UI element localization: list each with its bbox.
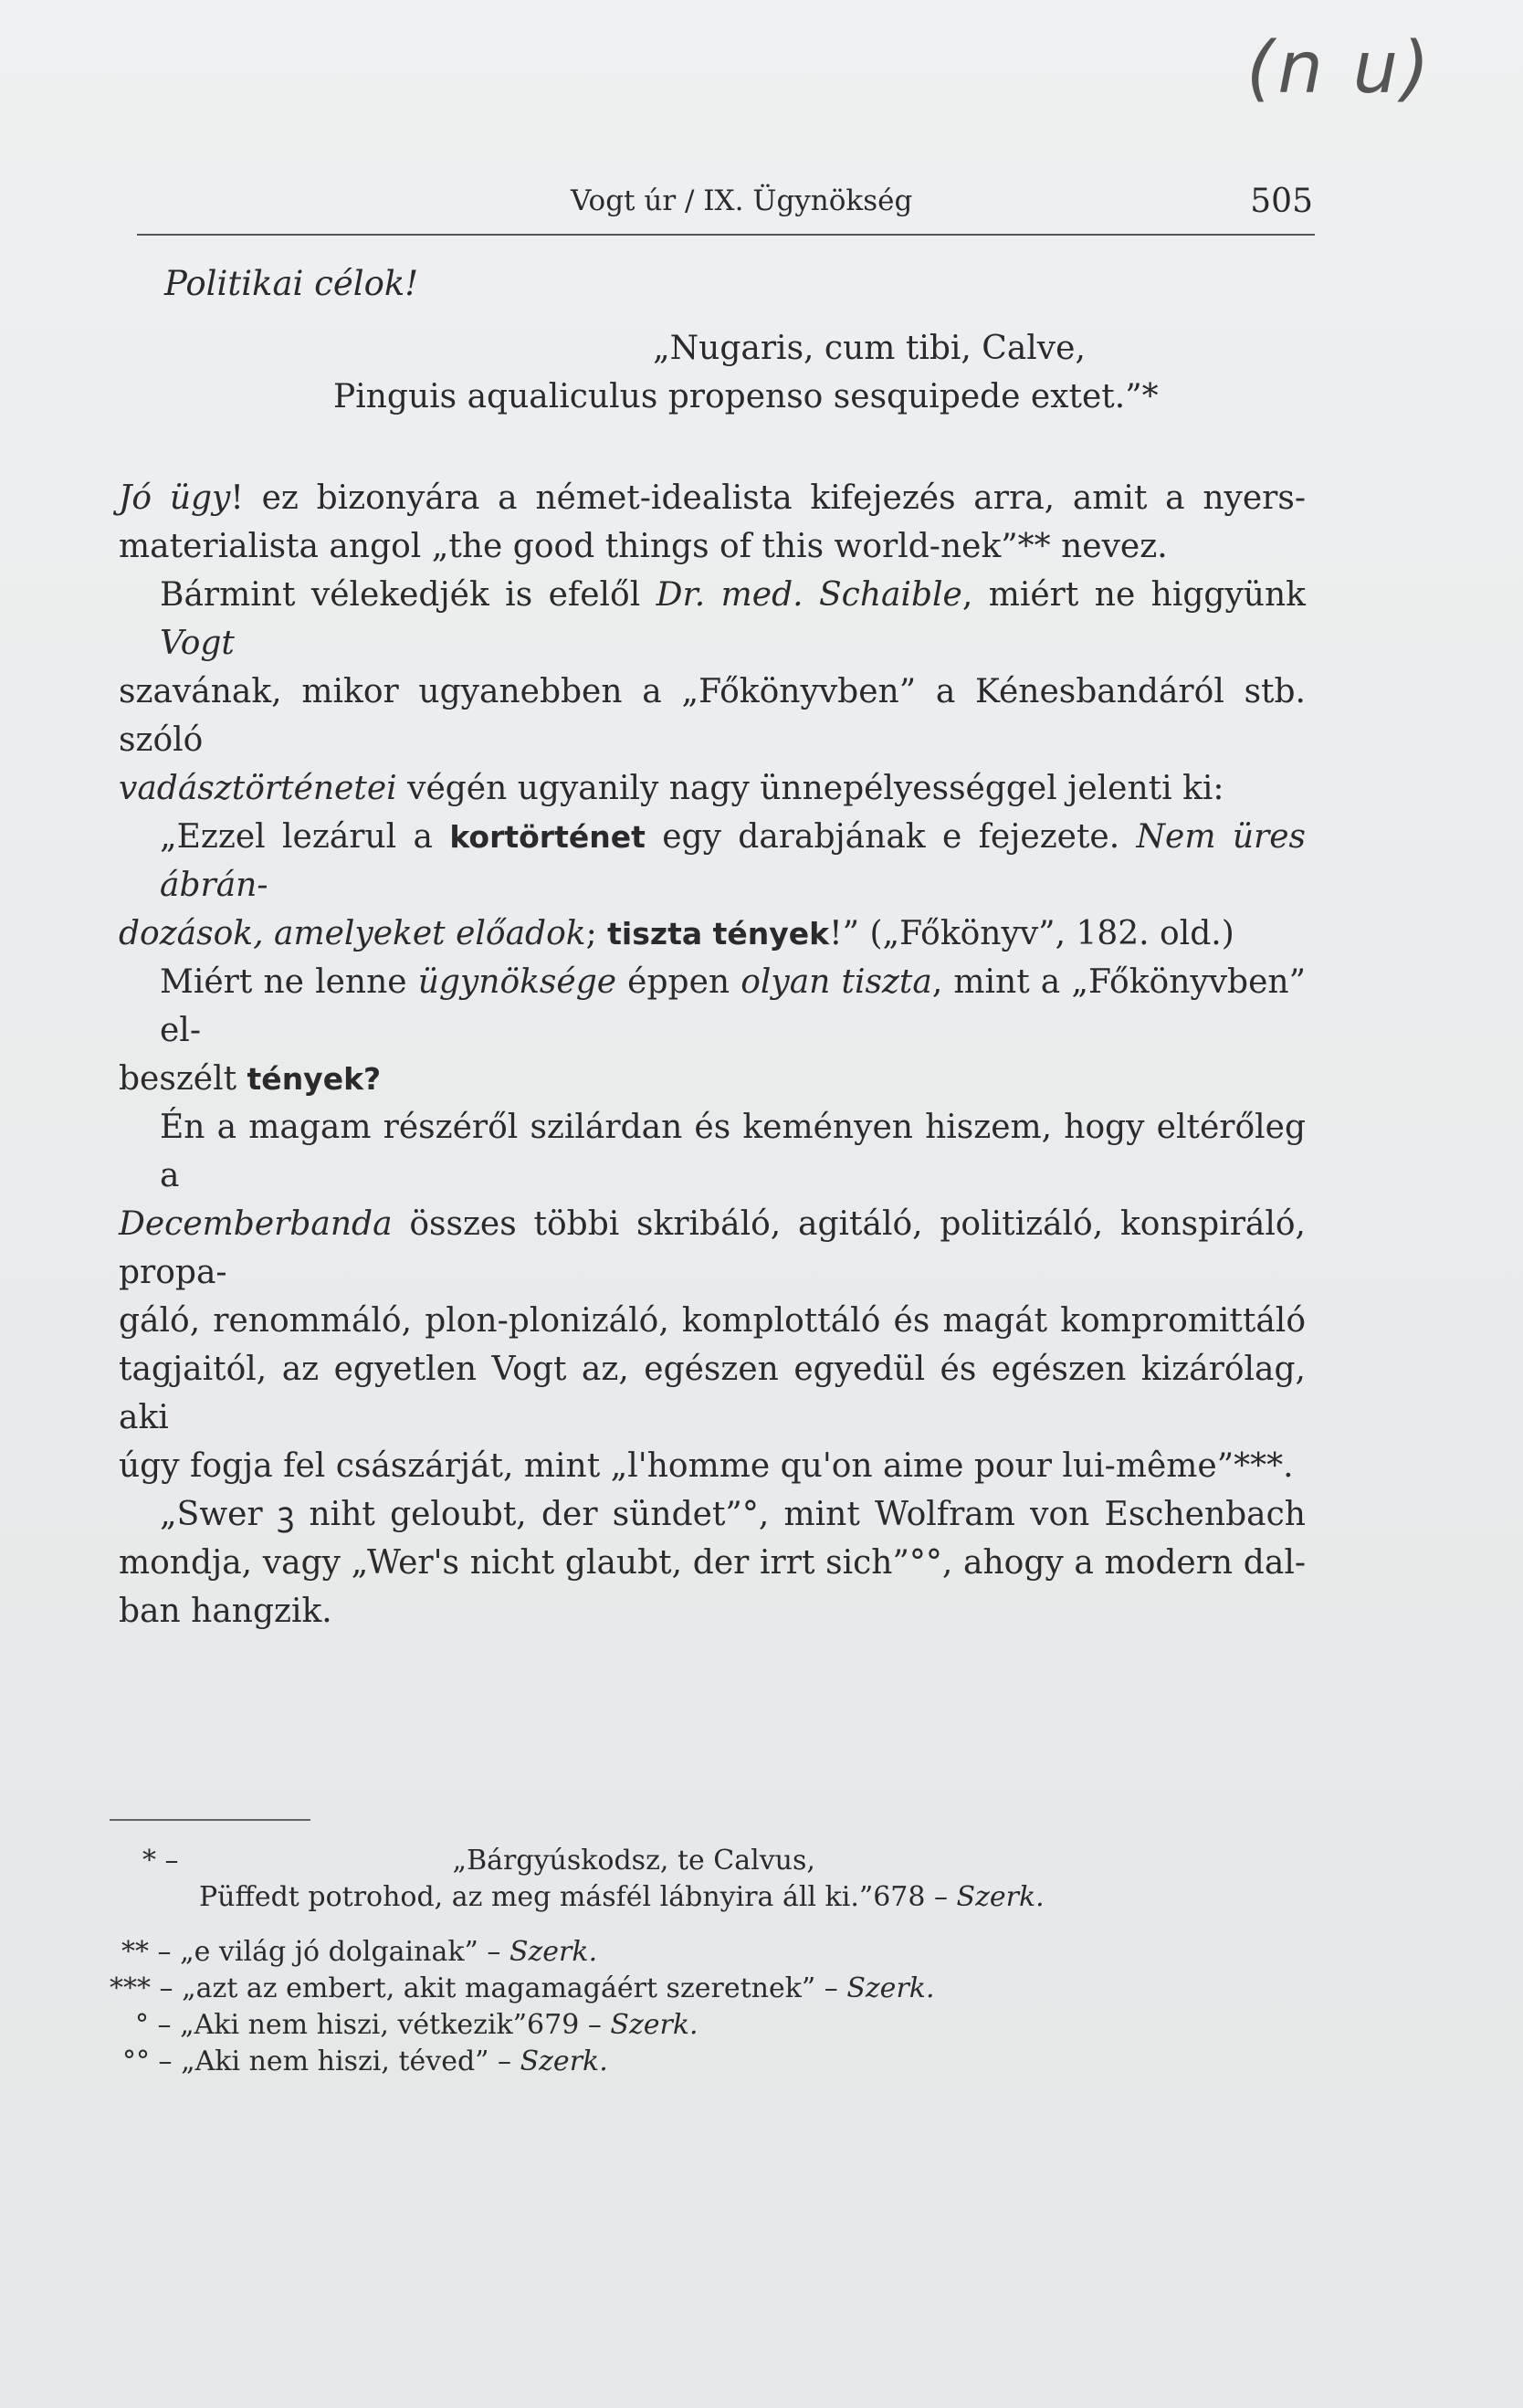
paragraph-2-line-3 — [119, 764, 1306, 813]
handwritten-annotation: (n u) — [1246, 27, 1434, 110]
text-run: Miért ne lenne — [160, 963, 418, 1001]
paragraph-3 — [119, 813, 1306, 910]
text-run: beszélt — [119, 1060, 247, 1098]
emphasis: Vogt — [160, 625, 235, 662]
footnote-mark: *** – — [110, 1972, 173, 2004]
paragraph-1-line-2: materialista angol „the good things of this world-nek”** nevez. — [119, 528, 1168, 565]
paragraph-5: Én a magam részéről szilárdan és keményen hiszem, hogy eltérőleg a — [160, 1109, 1306, 1194]
emphasis: Dr. med. Schaible — [656, 576, 962, 614]
footnote-divider — [110, 1819, 310, 1821]
footnote-3 — [91, 1971, 1096, 2007]
text-run: összes többi skribáló, agitáló, politizáló, konspiráló, propa- — [119, 1205, 1306, 1291]
editor-mark: Szerk. — [846, 1972, 935, 2004]
footnote-text: „Bárgyúskodsz, te Calvus, — [452, 1845, 815, 1877]
bold-term: tények? — [247, 1061, 382, 1097]
footnote-mark: ° – — [135, 2009, 172, 2041]
footnote-text: „Aki nem hiszi, téved” – — [181, 2045, 520, 2077]
section-title: Politikai célok! — [164, 264, 419, 303]
footnote-mark: * – — [142, 1845, 179, 1877]
paragraph-6: „Swer ꝫ niht geloubt, der sündet”°, mint Wolfram von Eschenbach — [160, 1496, 1306, 1533]
emphasis: dozások, amelyeket előadok — [119, 915, 586, 952]
footnote-1-line-2 — [91, 1879, 1096, 1916]
bold-term: tiszta tények — [607, 916, 830, 952]
paragraph-4-line-2 — [119, 1055, 1306, 1103]
paragraph-4 — [119, 958, 1306, 1055]
text-run: éppen — [616, 963, 741, 1001]
paragraph-2 — [119, 571, 1306, 668]
emphasis: vadásztörténetei — [119, 770, 397, 807]
verse-line-2: Pinguis aqualiculus propenso sesquipede extet.”* — [333, 378, 1159, 415]
emphasis: Nem üres ábrán- — [160, 818, 1307, 904]
footnote-2 — [91, 1934, 1096, 1971]
emphasis: Decemberbanda — [119, 1205, 393, 1243]
paragraph-5-line-4: tagjaitól, az egyetlen Vogt az, egészen egyedül és egészen kizárólag, aki — [119, 1351, 1306, 1436]
main-text — [119, 259, 1306, 1635]
paragraph-2-line-2: szavának, mikor ugyanebben a „Főkönyvben” a Kénesbandáról stb. szóló — [119, 673, 1306, 759]
paragraph-6-line-2: mondja, vagy „Wer's nicht glaubt, der irrt sich”°°, ahogy a modern dal- — [119, 1544, 1306, 1582]
footnotes — [91, 1843, 1096, 2080]
text-run: !” („Főkönyv”, 182. old.) — [829, 915, 1234, 952]
running-title: Vogt úr / IX. Ügynökség — [571, 184, 913, 217]
paragraph-6-line-3: ban hangzik. — [119, 1593, 332, 1630]
text-run: végén ugyanily nagy ünnepélyességgel jelenti ki: — [396, 770, 1224, 807]
footnote-5 — [91, 2044, 1096, 2080]
footnote-4 — [91, 2007, 1096, 2044]
emphasis: ügynöksége — [417, 963, 617, 1001]
text-run: ! ez bizonyára a német-idealista kifejezés arra, amit a nyers- — [230, 479, 1306, 517]
footnote-text: „e világ jó dolgainak” – — [180, 1936, 509, 1968]
footnote-mark: ** – — [121, 1936, 172, 1968]
emphasis: olyan tiszta — [740, 963, 932, 1001]
text-run: egy darabjának e fejezete. — [645, 818, 1137, 856]
footnote-text: „Aki nem hiszi, vétkezik”679 – — [180, 2009, 611, 2041]
footnote-mark: °° – — [122, 2045, 173, 2077]
paragraph-3-line-2 — [119, 910, 1306, 958]
text-run: , mint a „Főkönyvben” el- — [160, 963, 1307, 1049]
editor-mark: Szerk. — [509, 1936, 598, 1968]
paragraph-1 — [119, 474, 1306, 522]
emphasis: Jó ügy — [119, 479, 231, 517]
running-header — [137, 179, 1315, 236]
footnote-text: Püffedt potrohod, az meg másfél lábnyira áll ki.”678 – — [199, 1881, 957, 1913]
footnote-1 — [91, 1843, 1096, 1879]
text-run: ; — [585, 915, 608, 952]
text-run: Bármint vélekedjék is efelől — [160, 576, 656, 614]
paragraph-5-line-5: úgy fogja fel császárját, mint „l'homme qu'on aime pour lui-même”***. — [119, 1447, 1294, 1485]
footnote-text: „azt az embert, akit magamagáért szeretnek” – — [182, 1972, 847, 2004]
editor-mark: Szerk. — [610, 2009, 698, 2041]
text-run: „Ezzel lezárul a — [160, 818, 450, 856]
paragraph-5-line-3: gáló, renommáló, plon-plonizáló, komplottáló és magát kompromittáló — [119, 1302, 1306, 1340]
bold-term: kortörténet — [449, 819, 646, 855]
editor-mark: Szerk. — [520, 2045, 608, 2077]
text-run: , miért ne higgyünk — [961, 576, 1306, 614]
paragraph-5-line-2 — [119, 1200, 1306, 1297]
verse-line-1: „Nugaris, cum tibi, Calve, — [653, 330, 1086, 367]
page-number: 505 — [1250, 183, 1313, 220]
editor-mark: Szerk. — [956, 1881, 1045, 1913]
